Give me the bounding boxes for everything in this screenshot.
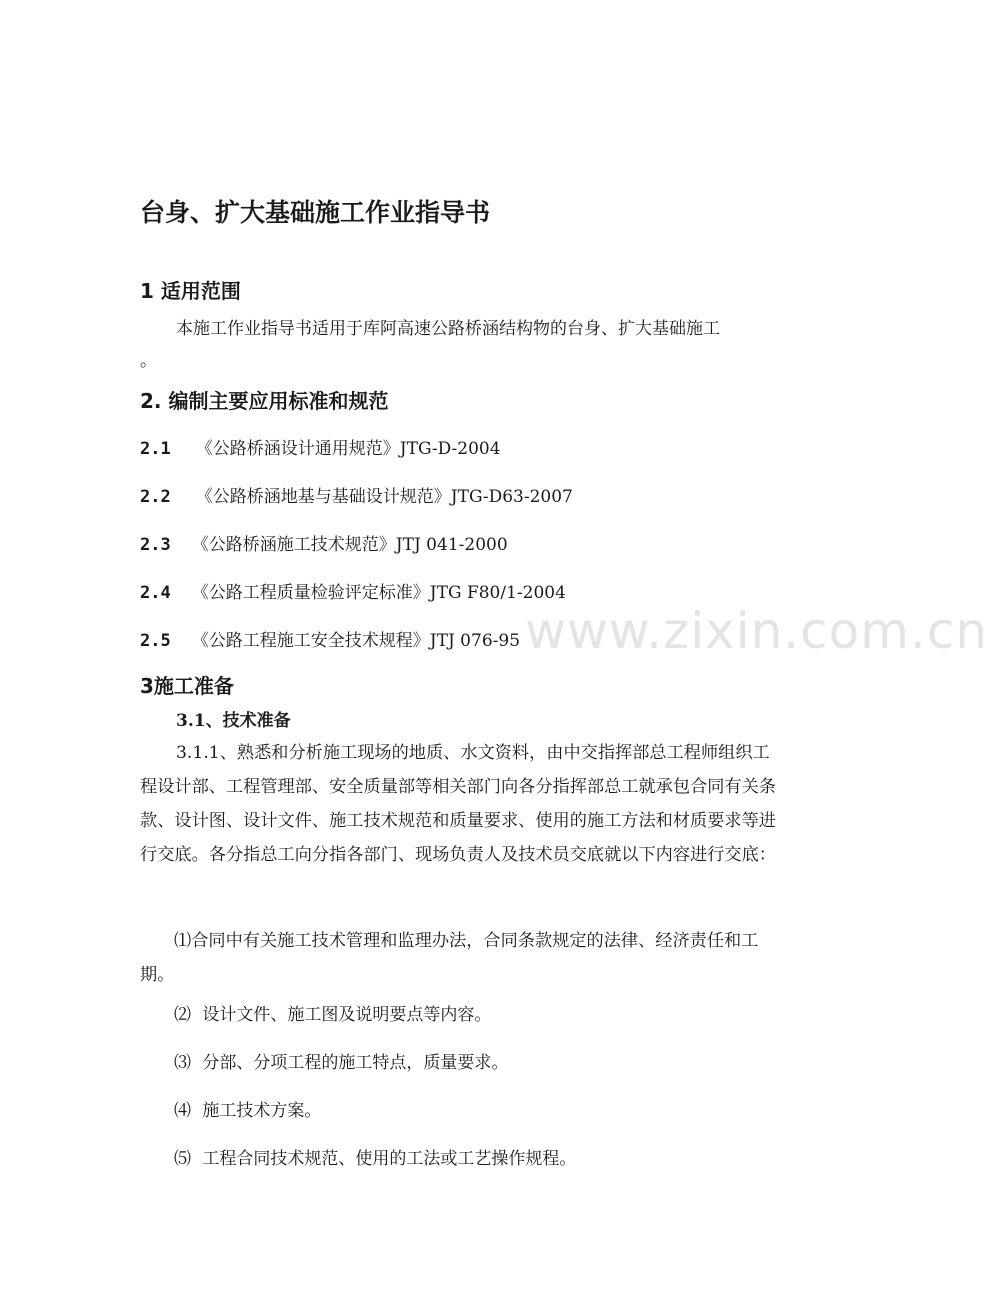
standard-item (140, 578, 566, 603)
list-item-number: ⑴ (174, 931, 192, 951)
standard-item-text: 《公路工程质量检验评定标准》JTG F80/1-2004 (191, 583, 566, 603)
list-item (174, 1000, 491, 1025)
list-item-number: ⑷ (174, 1101, 191, 1121)
standard-item-number: 2.3 (140, 535, 171, 555)
standard-item-text: 《公路桥涵施工技术规范》JTJ 041-2000 (191, 535, 508, 555)
standard-item-number: 2.4 (140, 583, 171, 603)
section-2-heading: 2. 编制主要应用标准和规范 (140, 389, 389, 413)
list-item-number: ⑸ (174, 1149, 191, 1169)
section-3-heading: 3施工准备 (140, 674, 234, 698)
list-item (174, 1048, 508, 1073)
list-item (140, 924, 780, 992)
section-1-body-tail: 。 (140, 351, 157, 371)
standard-item-text: 《公路桥涵设计通用规范》JTG-D-2004 (195, 439, 501, 459)
list-item-text: 合同中有关施工技术管理和监理办法，合同条款规定的法律、经济责任和工期。 (140, 931, 759, 985)
paragraph-3-1-1: 3.1.1、熟悉和分析施工现场的地质、水文资料，由中交指挥部总工程师组织工程设计部、工程管理部、安全质量部等相关部门向各分指挥部总工就承包合同有关条款、设计图、设计文件、施工技术规范和质量要求、使用的施工方法和材质要求等进行交底。各分指总工向分指各部门、现场负责人及技术员交底就以下内容进行交底： (140, 743, 776, 865)
standard-item-text: 《公路工程施工安全技术规程》JTJ 076-95 (191, 631, 521, 651)
list-item-text: 设计文件、施工图及说明要点等内容。 (202, 1005, 492, 1025)
list-item (174, 1096, 321, 1121)
section-1-body: 本施工作业指导书适用于库阿高速公路桥涵结构物的台身、扩大基础施工 (176, 319, 720, 339)
standard-item (140, 530, 508, 555)
list-item (174, 1144, 576, 1169)
list-item-text: 分部、分项工程的施工特点，质量要求。 (202, 1053, 509, 1073)
list-item-text: 工程合同技术规范、使用的工法或工艺操作规程。 (202, 1149, 577, 1169)
section-1-heading: 1 适用范围 (140, 279, 241, 303)
standard-item (140, 482, 573, 507)
document-title: 台身、扩大基础施工作业指导书 (140, 198, 491, 227)
standard-item (140, 626, 520, 651)
standard-item-number: 2.2 (140, 487, 171, 507)
standard-item-text: 《公路桥涵地基与基础设计规范》JTG-D63-2007 (195, 487, 573, 507)
section-3-1-heading: 3.1、技术准备 (176, 711, 291, 731)
watermark: www.zixin.com.cn (525, 602, 988, 660)
standard-item-number: 2.5 (140, 631, 171, 651)
standard-item-number: 2.1 (140, 439, 171, 459)
standard-item (140, 434, 501, 459)
list-item-number: ⑵ (174, 1005, 191, 1025)
list-item-number: ⑶ (174, 1053, 191, 1073)
list-item-text: 施工技术方案。 (202, 1101, 322, 1121)
